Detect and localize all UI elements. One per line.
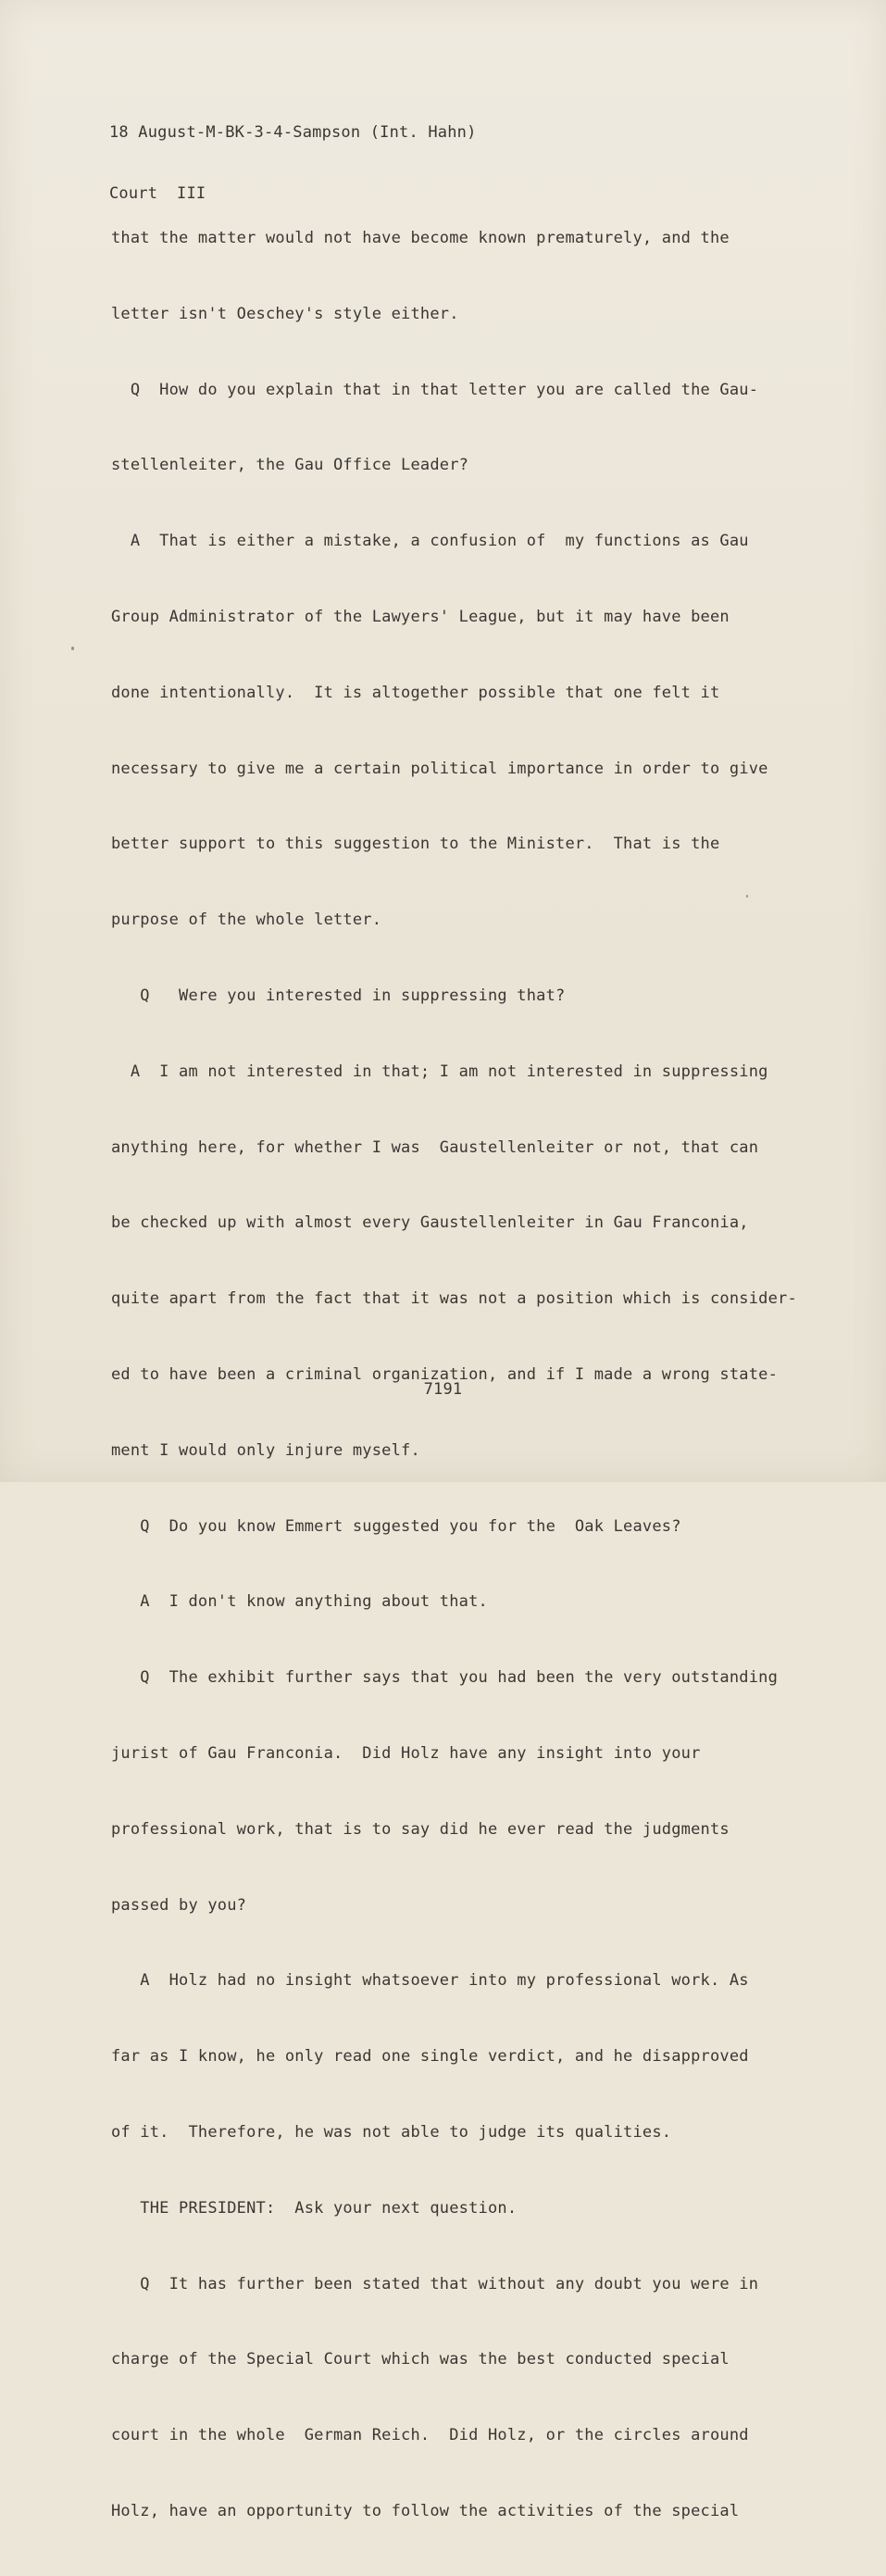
transcript-line: better support to this suggestion to the Minister. That is the [111,835,720,854]
transcript-line: letter isn't Oeschey's style either. [111,304,459,323]
transcript-line: ed to have been a criminal organization, and if I made a wrong state- [111,1364,779,1384]
transcript-line: professional work, that is to say did he ever read the judgments [111,1819,730,1839]
paper-speck [746,895,748,898]
transcript-line: charge of the Special Court which was the best conducted special [111,2350,730,2369]
transcript-line: necessary to give me a certain political importance in order to give [111,759,768,778]
transcript-line: Group Administrator of the Lawyers' League, but it may have been [111,607,730,626]
transcript-line: Q Were you interested in suppressing that? [111,986,566,1005]
header-court-line: Court III [109,184,206,203]
transcript-line: of it. Therefore, he was not able to judge its qualities. [111,2122,672,2142]
transcript-line: jurist of Gau Franconia. Did Holz have any insight into your [111,1743,701,1763]
transcript-line: quite apart from the fact that it was not a position which is consider- [111,1289,797,1309]
transcript-line: court in the whole German Reich. Did Holz, or the circles around [111,2426,749,2445]
transcript-line: be checked up with almost every Gaustellenleiter in Gau Franconia, [111,1213,749,1233]
transcript-line: far as I know, he only read one single verdict, and he disapproved [111,2047,749,2067]
transcript-line: stellenleiter, the Gau Office Leader? [111,456,469,475]
transcript-line: Holz, have an opportunity to follow the activities of the special [111,2501,740,2520]
transcript-line: purpose of the whole letter. [111,911,382,930]
transcript-line: Q The exhibit further says that you had been the very outstanding [111,1668,779,1688]
paper-speck [71,647,74,650]
transcript-line: that the matter would not have become known prematurely, and the [111,229,730,247]
transcript-line: Q It has further been stated that without any doubt you were in [111,2274,759,2293]
transcript-line: done intentionally. It is altogether possible that one felt it [111,683,720,702]
transcript-line: Q Do you know Emmert suggested you for the Oak Leaves? [111,1516,681,1536]
transcript-line: passed by you? [111,1895,247,1915]
transcript-line: A I am not interested in that; I am not interested in suppressing [111,1062,768,1081]
transcript-line: THE PRESIDENT: Ask your next question. [111,2198,518,2218]
transcript-line: A Holz had no insight whatsoever into my professional work. As [111,1971,749,1991]
transcript-line: A I don't know anything about that. [111,1592,488,1612]
transcript-line: anything here, for whether I was Gaustellenleiter or not, that can [111,1137,759,1157]
header-reference-line: 18 August-M-BK-3-4-Sampson (Int. Hahn) [109,123,477,142]
transcript-line: ment I would only injure myself. [111,1440,420,1460]
transcript-line: Q How do you explain that in that letter you are called the Gau- [111,380,759,399]
transcript-line: A That is either a mistake, a confusion of my functions as Gau [111,532,749,551]
page-number: 7191 [423,1380,463,1399]
